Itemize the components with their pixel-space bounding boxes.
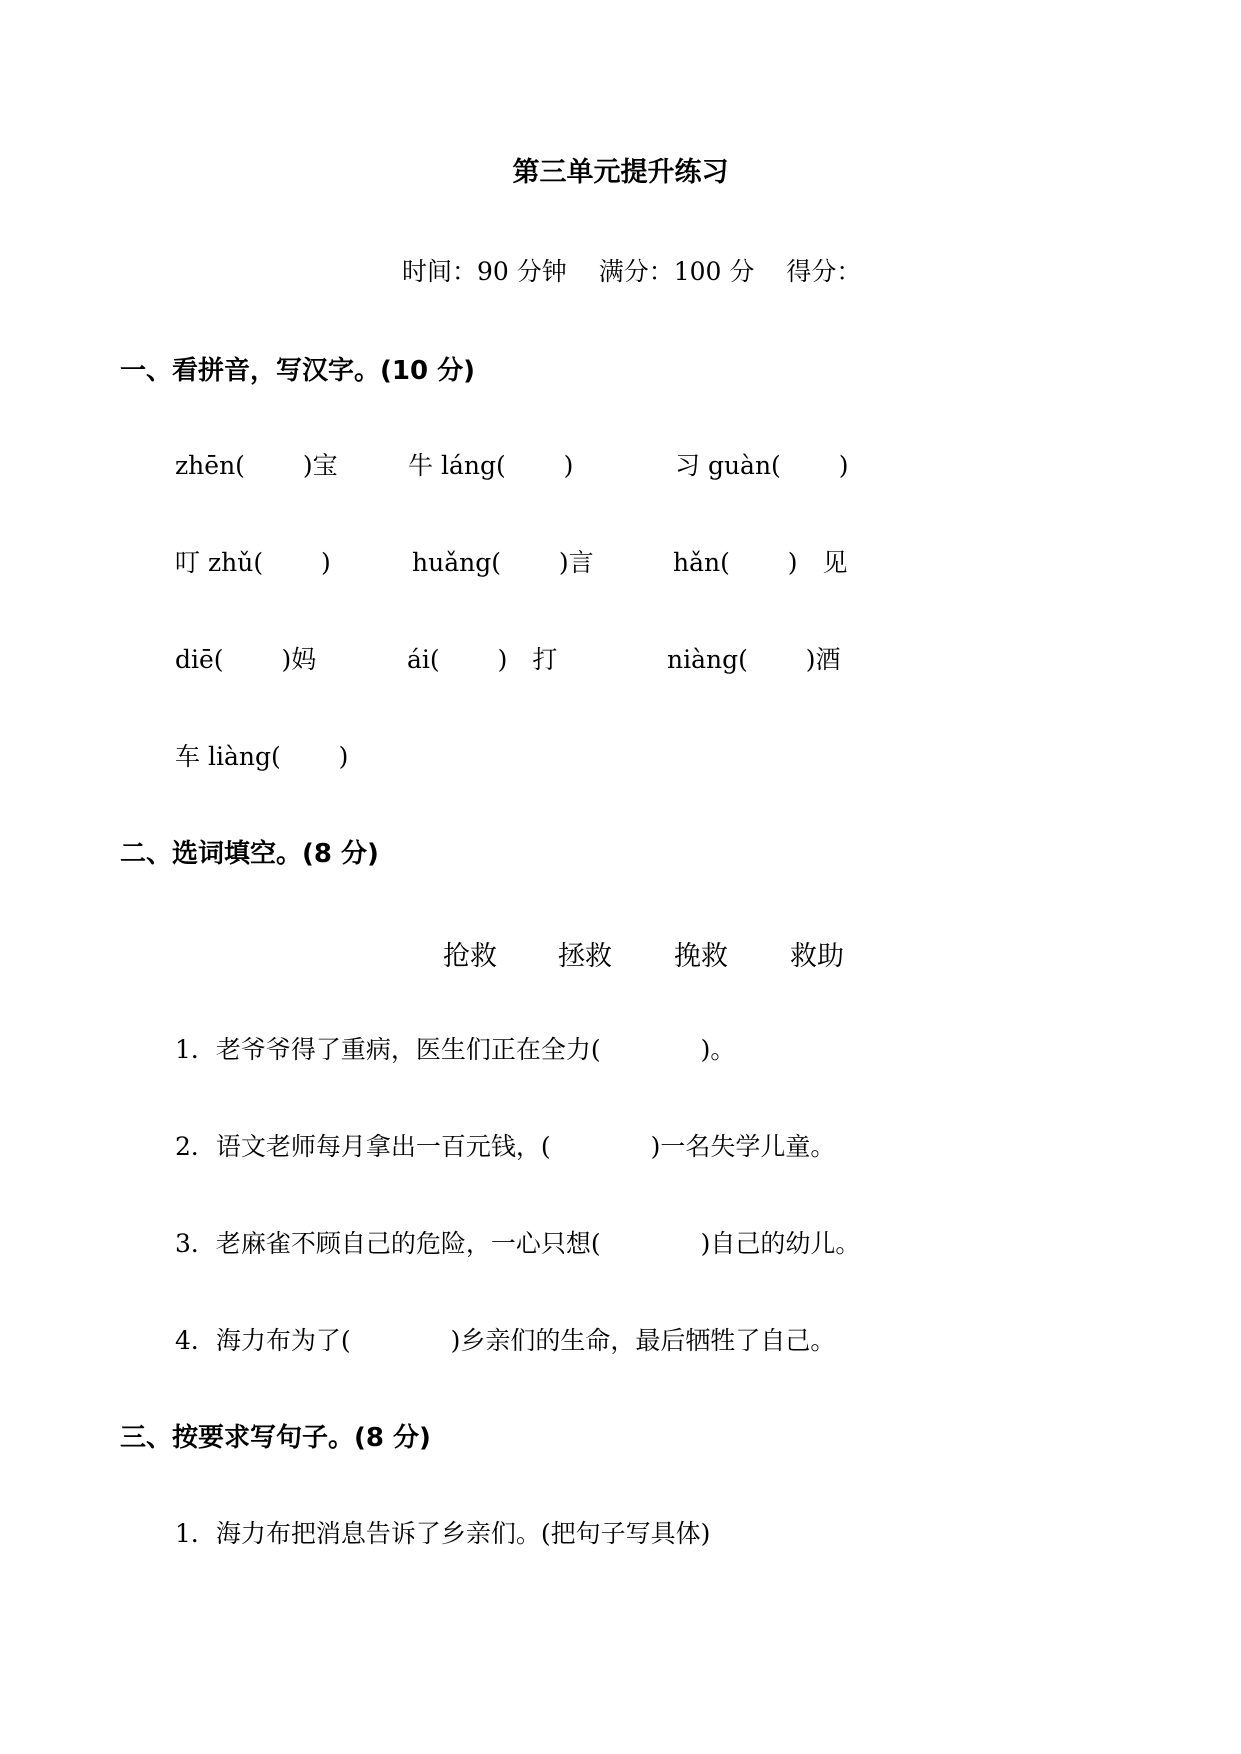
score-field[interactable]: 得分：	[786, 257, 862, 286]
word-choice: 拯救	[558, 941, 612, 972]
pinyin-item[interactable]: diē( )妈	[175, 645, 317, 674]
page-title: 第三单元提升练习	[512, 157, 729, 188]
exam-meta	[402, 252, 885, 288]
pinyin-item[interactable]: 牛 láng( )	[408, 451, 574, 480]
section-heading-2: 二、选词填空。(8 分)	[120, 839, 379, 869]
pinyin-item[interactable]: zhēn( )宝	[175, 451, 338, 480]
fill-blank-question[interactable]: 1．老爷爷得了重病，医生们正在全力( )。	[175, 1035, 736, 1064]
word-choice: 抢救	[443, 941, 497, 972]
word-choice: 挽救	[674, 941, 728, 972]
section-heading-1: 一、看拼音，写汉字。(10 分)	[120, 356, 475, 386]
pinyin-item[interactable]: niàng( )酒	[667, 645, 841, 674]
pinyin-item[interactable]: 习 guàn( )	[675, 451, 849, 480]
pinyin-item[interactable]: hǎn( ) 见	[673, 548, 848, 577]
word-choice: 救助	[790, 941, 844, 972]
pinyin-item[interactable]: ái( ) 打	[407, 645, 558, 674]
sentence-question: 1．海力布把消息告诉了乡亲们。(把句子写具体)	[175, 1519, 711, 1548]
pinyin-item[interactable]: 叮 zhǔ( )	[175, 548, 331, 577]
fill-blank-question[interactable]: 3．老麻雀不顾自己的危险，一心只想( )自己的幼儿。	[175, 1229, 861, 1258]
fill-blank-question[interactable]: 4．海力布为了( )乡亲们的生命，最后牺牲了自己。	[175, 1326, 836, 1355]
time-limit: 时间：90 分钟	[402, 257, 567, 286]
pinyin-item[interactable]: huǎng( )言	[412, 548, 594, 577]
section-heading-3: 三、按要求写句子。(8 分)	[120, 1423, 431, 1453]
fill-blank-question[interactable]: 2．语文老师每月拿出一百元钱，( )一名失学儿童。	[175, 1132, 836, 1161]
full-score: 满分：100 分	[598, 257, 755, 286]
pinyin-item[interactable]: 车 liàng( )	[175, 742, 349, 771]
